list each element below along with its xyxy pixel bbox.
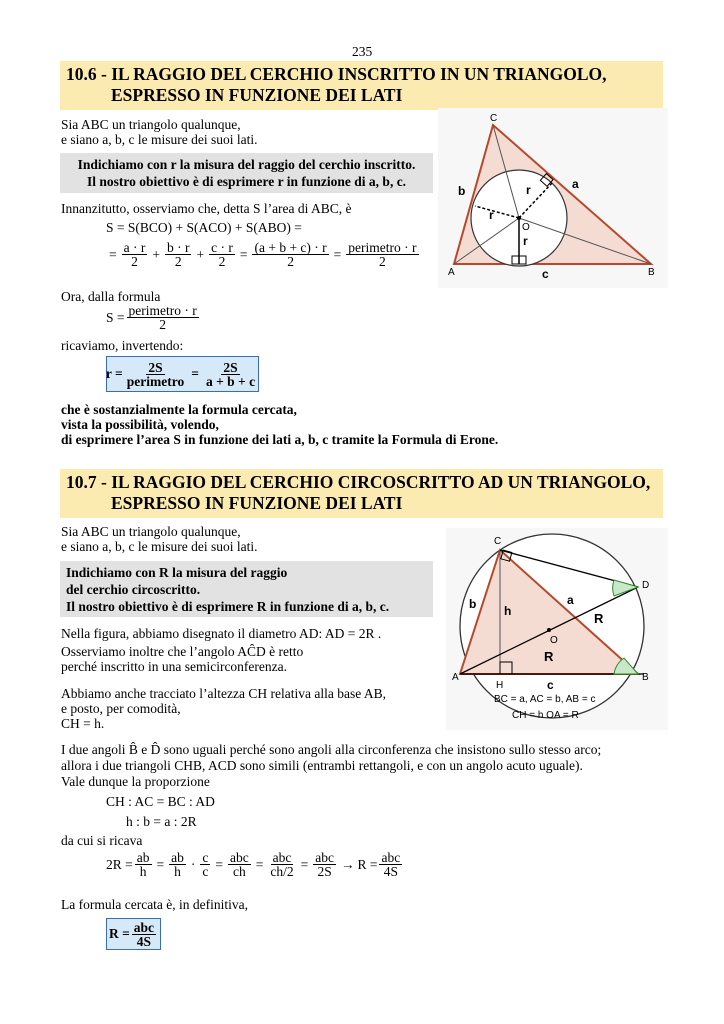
fraction: $\frac{2S}{\text{perimetro}}$	[126, 359, 185, 389]
figure-caption: BC = a, AC = b, AB = c	[494, 694, 596, 705]
side-label: c	[542, 267, 549, 281]
heading-line: ESPRESSO IN FUNZIONE DEI LATI	[111, 493, 403, 513]
intro-text: e siano a, b, c le misure dei suoi lati.	[61, 539, 258, 554]
vertex-label: H	[496, 680, 504, 691]
fraction: $\frac{\text{perimetro · r}}{2}$	[348, 240, 417, 269]
side-label: c	[547, 678, 554, 692]
body-text: allora i due triangoli CHB, ACD sono simili (entrambi rettangoli, e con un angolo acuto uguale).	[61, 758, 583, 773]
definition-box	[60, 561, 433, 617]
vertex-label: A	[452, 672, 459, 683]
side-label: a	[567, 593, 574, 607]
heading-line: ESPRESSO IN FUNZIONE DEI LATI	[111, 85, 403, 105]
body-text: Abbiamo anche tracciato l’altezza CH relativa alla base AB,	[61, 686, 386, 701]
body-text: Ora, dalla formula	[61, 289, 161, 304]
fraction: $\frac{\text{abc}}{4S}$	[381, 850, 401, 879]
angle-acd: AĈD	[237, 644, 266, 659]
body-text: Vale dunque la proporzione	[61, 774, 210, 789]
fraction: $\frac{c \cdot r}{2}$	[211, 240, 233, 269]
page-number: 235	[352, 44, 373, 59]
definition-line: Il nostro obiettivo è di esprimere r in funzione di a, b, c.	[86, 174, 407, 189]
circumcircle-figure	[446, 528, 668, 730]
heading-line: 10.7 - IL RAGGIO DEL CERCHIO CIRCOSCRITTO AD UN TRIANGOLO,	[66, 472, 651, 492]
body-text: La formula cercata è, in definitiva,	[61, 897, 249, 912]
vertex-label: B	[648, 267, 655, 278]
conclusion-text: che è sostanzialmente la formula cercata,	[61, 402, 297, 417]
fraction: $\frac{(a + b + c) \cdot r}{2}$	[254, 240, 327, 269]
heading-line: 10.6 - IL RAGGIO DEL CERCHIO INSCRITTO IN UN TRIANGOLO,	[66, 64, 607, 84]
fraction: $\frac{ab}{h}$	[136, 850, 150, 879]
radius-label: R	[594, 611, 604, 626]
radius-label: r	[523, 234, 528, 248]
vertex-label: A	[448, 267, 455, 278]
side-label: b	[458, 184, 466, 198]
body-text: da cui si ricava	[61, 833, 143, 848]
definition-line: Il nostro obiettivo è di esprimere R in funzione di a, b, c.	[66, 599, 390, 614]
vertex-label: C	[490, 113, 498, 124]
fraction: $\frac{2S}{a + b + c}$	[205, 359, 256, 389]
equation-area-fractions: = $\frac{a \cdot r}{2}$ + $\frac{b \cdot r}{2}$ + $\frac{c \cdot r}{2}$ = $\frac{(a + b + c) \cdot r}{2}$ = $\frac{\text{perimetro · r}}{2}$	[109, 240, 417, 269]
definition-box	[60, 153, 433, 193]
body-text: e posto, per comodità,	[61, 701, 181, 716]
result-formula-box: r = $\frac{2S}{\text{perimetro}}$ = $\frac{2S}{a + b + c}$	[106, 356, 259, 392]
section-heading-10-7	[60, 469, 663, 518]
center-label: O	[550, 635, 558, 646]
definition-line: del cerchio circoscritto.	[66, 582, 201, 597]
radius-label: r	[526, 183, 531, 197]
figure-caption: CH = h OA = R	[512, 710, 579, 721]
body-text: I due angoli B̂ e D̂ sono uguali perché sono angoli alla circonferenza che insistono sullo stesso arco;	[61, 742, 602, 757]
equation-circumradius: 2R = $\frac{ab}{h}$ = $\frac{ab}{h}$ · $\frac{c}{c}$ = $\frac{\text{abc}}{ch}$ = $\frac{\text{abc}}{ch/2}$ = $\frac{\text{abc}}{2S}$ → R = $\frac{\text{abc}}{4S}$	[106, 850, 401, 879]
intro-text: Sia ABC un triangolo qualunque,	[61, 117, 241, 132]
definition-line: Indichiamo con R la misura del raggio	[66, 565, 288, 580]
fraction: $\frac{ab}{h}$	[171, 850, 184, 879]
body-text: perché inscritto in una semicirconferenza.	[61, 659, 288, 674]
body-text: ricaviamo, invertendo:	[61, 338, 184, 353]
center-label: O	[522, 222, 530, 233]
fraction: $\frac{\text{abc}}{ch/2}$	[270, 850, 294, 879]
fraction: $\frac{a \cdot r}{2}$	[123, 240, 146, 269]
proportion: CH : AC = BC : AD	[106, 794, 215, 809]
side-label: b	[469, 597, 477, 611]
body-text: Osserviamo inoltre che l’angolo AĈD è retto	[61, 644, 304, 659]
conclusion-text: vista la possibilità, volendo,	[61, 417, 219, 432]
angle-b: B̂	[128, 742, 138, 757]
fraction: $\frac{\text{perimetro · r}}{2}$	[128, 303, 197, 332]
fraction: $\frac{b \cdot r}{2}$	[166, 240, 190, 269]
formula-area-perimeter: S = $\frac{\text{perimetro · r}}{2}$	[106, 303, 197, 332]
section-heading-10-6	[60, 61, 663, 110]
body-text: Nella figura, abbiamo disegnato il diametro AD: AD = 2R .	[61, 626, 382, 641]
intro-text: e siano a, b, c le misure dei suoi lati.	[61, 132, 258, 147]
body-text: Innanzitutto, osserviamo che, detta S l’area di ABC, è	[61, 201, 352, 216]
fraction: $\frac{\text{abc}}{ch}$	[230, 850, 249, 879]
incircle-figure	[438, 108, 668, 288]
intro-text: Sia ABC un triangolo qualunque,	[61, 524, 241, 539]
conclusion-text: di esprimere l’area S in funzione dei lati a, b, c tramite la Formula di Erone.	[61, 432, 499, 447]
radius-label: R	[544, 649, 554, 664]
radius-label: r	[489, 208, 494, 222]
height-label: h	[504, 604, 512, 618]
vertex-label: C	[494, 536, 502, 547]
final-formula-box: R = $\frac{\text{abc}}{4S}$	[106, 918, 161, 950]
angle-d: D̂	[150, 742, 161, 757]
body-text: CH = h.	[61, 716, 105, 731]
vertex-label: B	[642, 672, 649, 683]
equation-area-sum: S = S(BCO) + S(ACO) + S(ABO) =	[106, 220, 302, 235]
definition-line: Indichiamo con r la misura del raggio del cerchio inscritto.	[77, 157, 416, 172]
side-label: a	[572, 177, 579, 191]
fraction: $\frac{\text{abc}}{2S}$	[315, 850, 334, 879]
fraction: $\frac{c}{c}$	[202, 850, 209, 879]
vertex-label: D	[642, 580, 650, 591]
proportion: h : b = a : 2R	[126, 814, 197, 829]
fraction: $\frac{\text{abc}}{4S}$	[133, 919, 155, 949]
